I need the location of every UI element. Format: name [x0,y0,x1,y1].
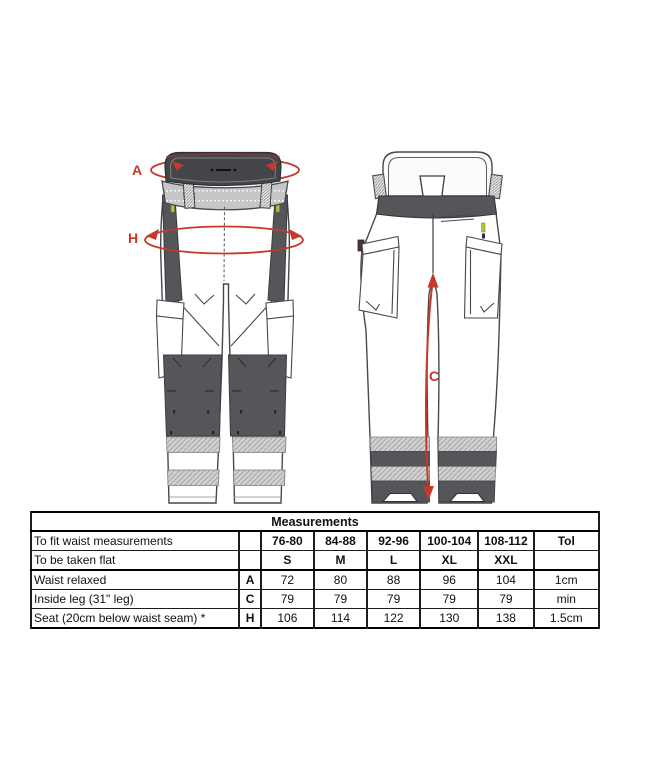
size-range-cell: 84-88 [314,531,367,551]
back-hem-notches [383,494,484,502]
measurement-cell: 79 [367,590,420,609]
tolerance-cell: 1.5cm [534,609,599,629]
table-title: Measurements [31,512,599,531]
measurement-cell: 104 [478,570,533,590]
measurements-table-container [30,511,600,629]
size-letter-cell: XXL [478,551,533,571]
size-letter-cell: S [261,551,314,571]
table-row-waist-relaxed [31,570,599,590]
measurement-cell: 72 [261,570,314,590]
measurement-cell: 96 [420,570,478,590]
measurement-cell: 79 [314,590,367,609]
back-view-figure [358,152,502,503]
waist-measure-letter: A [132,162,143,178]
table-row-size-ranges [31,531,599,551]
size-letter-cell: XL [420,551,478,571]
belt-loop-front-right [260,181,272,209]
measurement-cell: 79 [261,590,314,609]
measurement-cell: 79 [478,590,533,609]
table-title-row [31,512,599,531]
row-label-inside-leg: Inside leg (31" leg) [31,590,239,609]
back-zip-pull [482,223,486,232]
measurements-table [30,511,600,629]
back-cargo-pocket-right [465,237,503,319]
table-row-seat [31,609,599,629]
inside-leg-measure-letter: C [429,368,440,384]
front-fly-seam [224,207,225,281]
back-leg-bands [370,437,497,502]
row-label-waist-relaxed: Waist relaxed [31,570,239,590]
hip-measure-letter: H [128,230,139,246]
measurement-cell: 122 [367,609,420,629]
measurement-cell: 88 [367,570,420,590]
measurement-cell: 106 [261,609,314,629]
back-yoke-panel [377,196,497,218]
front-waistband-top-panel [165,153,281,186]
row-letter-cell: A [239,570,260,590]
front-knee-pads [164,355,287,436]
size-range-cell: 100-104 [420,531,478,551]
row-letter-cell [239,551,260,571]
measurement-cell: 138 [478,609,533,629]
row-letter-cell [239,531,260,551]
row-label-seat: Seat (20cm below waist seam) * [31,609,239,629]
row-letter-cell: C [239,590,260,609]
front-view-figure [128,153,303,504]
row-label-to-fit-waist: To fit waist measurements [31,531,239,551]
measurement-cell: 80 [314,570,367,590]
belt-loop-back-right [489,174,503,198]
back-zip-stop [482,234,485,239]
row-letter-cell: H [239,609,260,629]
size-range-cell: 92-96 [367,531,420,551]
tolerance-cell: min [534,590,599,609]
measurement-cell: 79 [420,590,478,609]
tolerance-header-cell: Tol [534,531,599,551]
measurement-cell: 114 [314,609,367,629]
size-letter-cell: L [367,551,420,571]
back-cargo-pocket-left [359,237,399,319]
size-letter-cell: M [314,551,367,571]
size-range-cell: 76-80 [261,531,314,551]
measurement-cell: 130 [420,609,478,629]
table-row-inside-leg [31,590,599,609]
table-row-size-letters [31,551,599,571]
tolerance-cell [534,551,599,571]
size-range-cell: 108-112 [478,531,533,551]
belt-loop-back-left [373,174,387,198]
tolerance-cell: 1cm [534,570,599,590]
row-label-taken-flat: To be taken flat [31,551,239,571]
